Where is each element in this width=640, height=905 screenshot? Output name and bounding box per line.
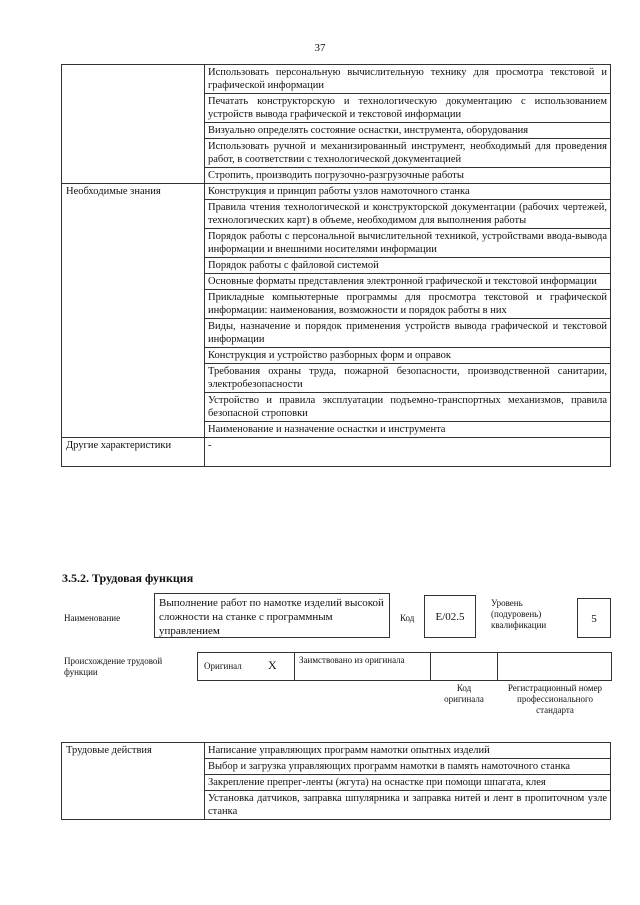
origin-label: Происхождение трудовой функции (64, 656, 163, 677)
skill-item: Печатать конструкторскую и технологическую документацию с использованием устройств вывода графической и текстовой информации (205, 94, 611, 123)
actions-label: Трудовые действия (62, 743, 205, 820)
borrowed-label: Заимствовано из оригинала (299, 655, 405, 665)
other-value: - (205, 438, 611, 467)
function-name: Выполнение работ по намотке изделий высокой сложности на станке с программным управлением (159, 597, 384, 637)
page-number: 37 (314, 42, 326, 54)
origin-divider (497, 652, 498, 681)
other-label: Другие характеристики (62, 438, 205, 467)
origin-divider (430, 652, 431, 681)
knowledge-item: Основные форматы представления электронной графической и текстовой информации (205, 274, 611, 290)
skill-item: Визуально определять состояние оснастки, инструмента, оборудования (205, 123, 611, 139)
knowledge-item: Требования охраны труда, пожарной безопасности, производственной санитарии, электробезопасности (205, 364, 611, 393)
level-label: Уровень (подуровень) квалификации (491, 598, 547, 630)
level-value: 5 (591, 613, 597, 625)
code-label: Код (400, 613, 415, 623)
knowledge-item: Устройство и правила эксплуатации подъемно-транспортных механизмов, правила безопасной строповки (205, 393, 611, 422)
level-box (577, 598, 611, 638)
skill-item: Использовать ручной и механизированный инструмент, необходимый для проведения работ, в соответствии с технологической документацией (205, 139, 611, 168)
function-name-box (154, 593, 390, 638)
knowledge-item: Правила чтения технологической и конструкторской документации (рабочих чертежей, технологических карт) в объеме, необходимом для выполнения работы (205, 200, 611, 229)
skill-item: Стропить, производить погрузочно-разгрузочные работы (205, 168, 611, 184)
knowledge-item: Прикладные компьютерные программы для просмотра текстовой и графической информации: наименования, возможности и порядок работы в них (205, 290, 611, 319)
skill-item: Использовать персональную вычислительную технику для просмотра текстовой и графической информации (205, 65, 611, 94)
action-item: Установка датчиков, заправка шпулярника и заправка нитей и лент в пропиточном узле станка (205, 791, 611, 820)
action-item: Написание управляющих программ намотки опытных изделий (205, 743, 611, 759)
original-label: Оригинал (204, 661, 242, 671)
knowledge-item: Виды, назначение и порядок применения устройств вывода графической и текстовой информации (205, 319, 611, 348)
knowledge-item: Порядок работы с персональной вычислительной техникой, устройствами ввода-вывода информации и внешними носителями информации (205, 229, 611, 258)
reg-number-caption: Регистрационный номер профессионального стандарта (507, 683, 603, 715)
origin-divider (294, 652, 295, 681)
code-value: E/02.5 (435, 611, 465, 623)
competency-table (61, 64, 611, 467)
code-origin-caption: Код оригинала (444, 683, 484, 704)
code-box (424, 595, 476, 638)
skills-label-cell (62, 65, 205, 184)
knowledge-item: Порядок работы с файловой системой (205, 258, 611, 274)
knowledge-label: Необходимые знания (62, 184, 205, 438)
knowledge-item: Наименование и назначение оснастки и инструмента (205, 422, 611, 438)
section-heading: 3.5.2. Трудовая функция (62, 571, 194, 585)
action-item: Выбор и загрузка управляющих программ намотки в память намоточного станка (205, 759, 611, 775)
labor-actions-table (61, 742, 611, 820)
knowledge-item: Конструкция и устройство разборных форм и оправок (205, 348, 611, 364)
action-item: Закрепление препрег-ленты (жгута) на оснастке при помощи шпагата, клея (205, 775, 611, 791)
name-label: Наименование (64, 613, 121, 623)
knowledge-item: Конструкция и принцип работы узлов намоточного станка (205, 184, 611, 200)
original-mark: X (268, 658, 277, 672)
